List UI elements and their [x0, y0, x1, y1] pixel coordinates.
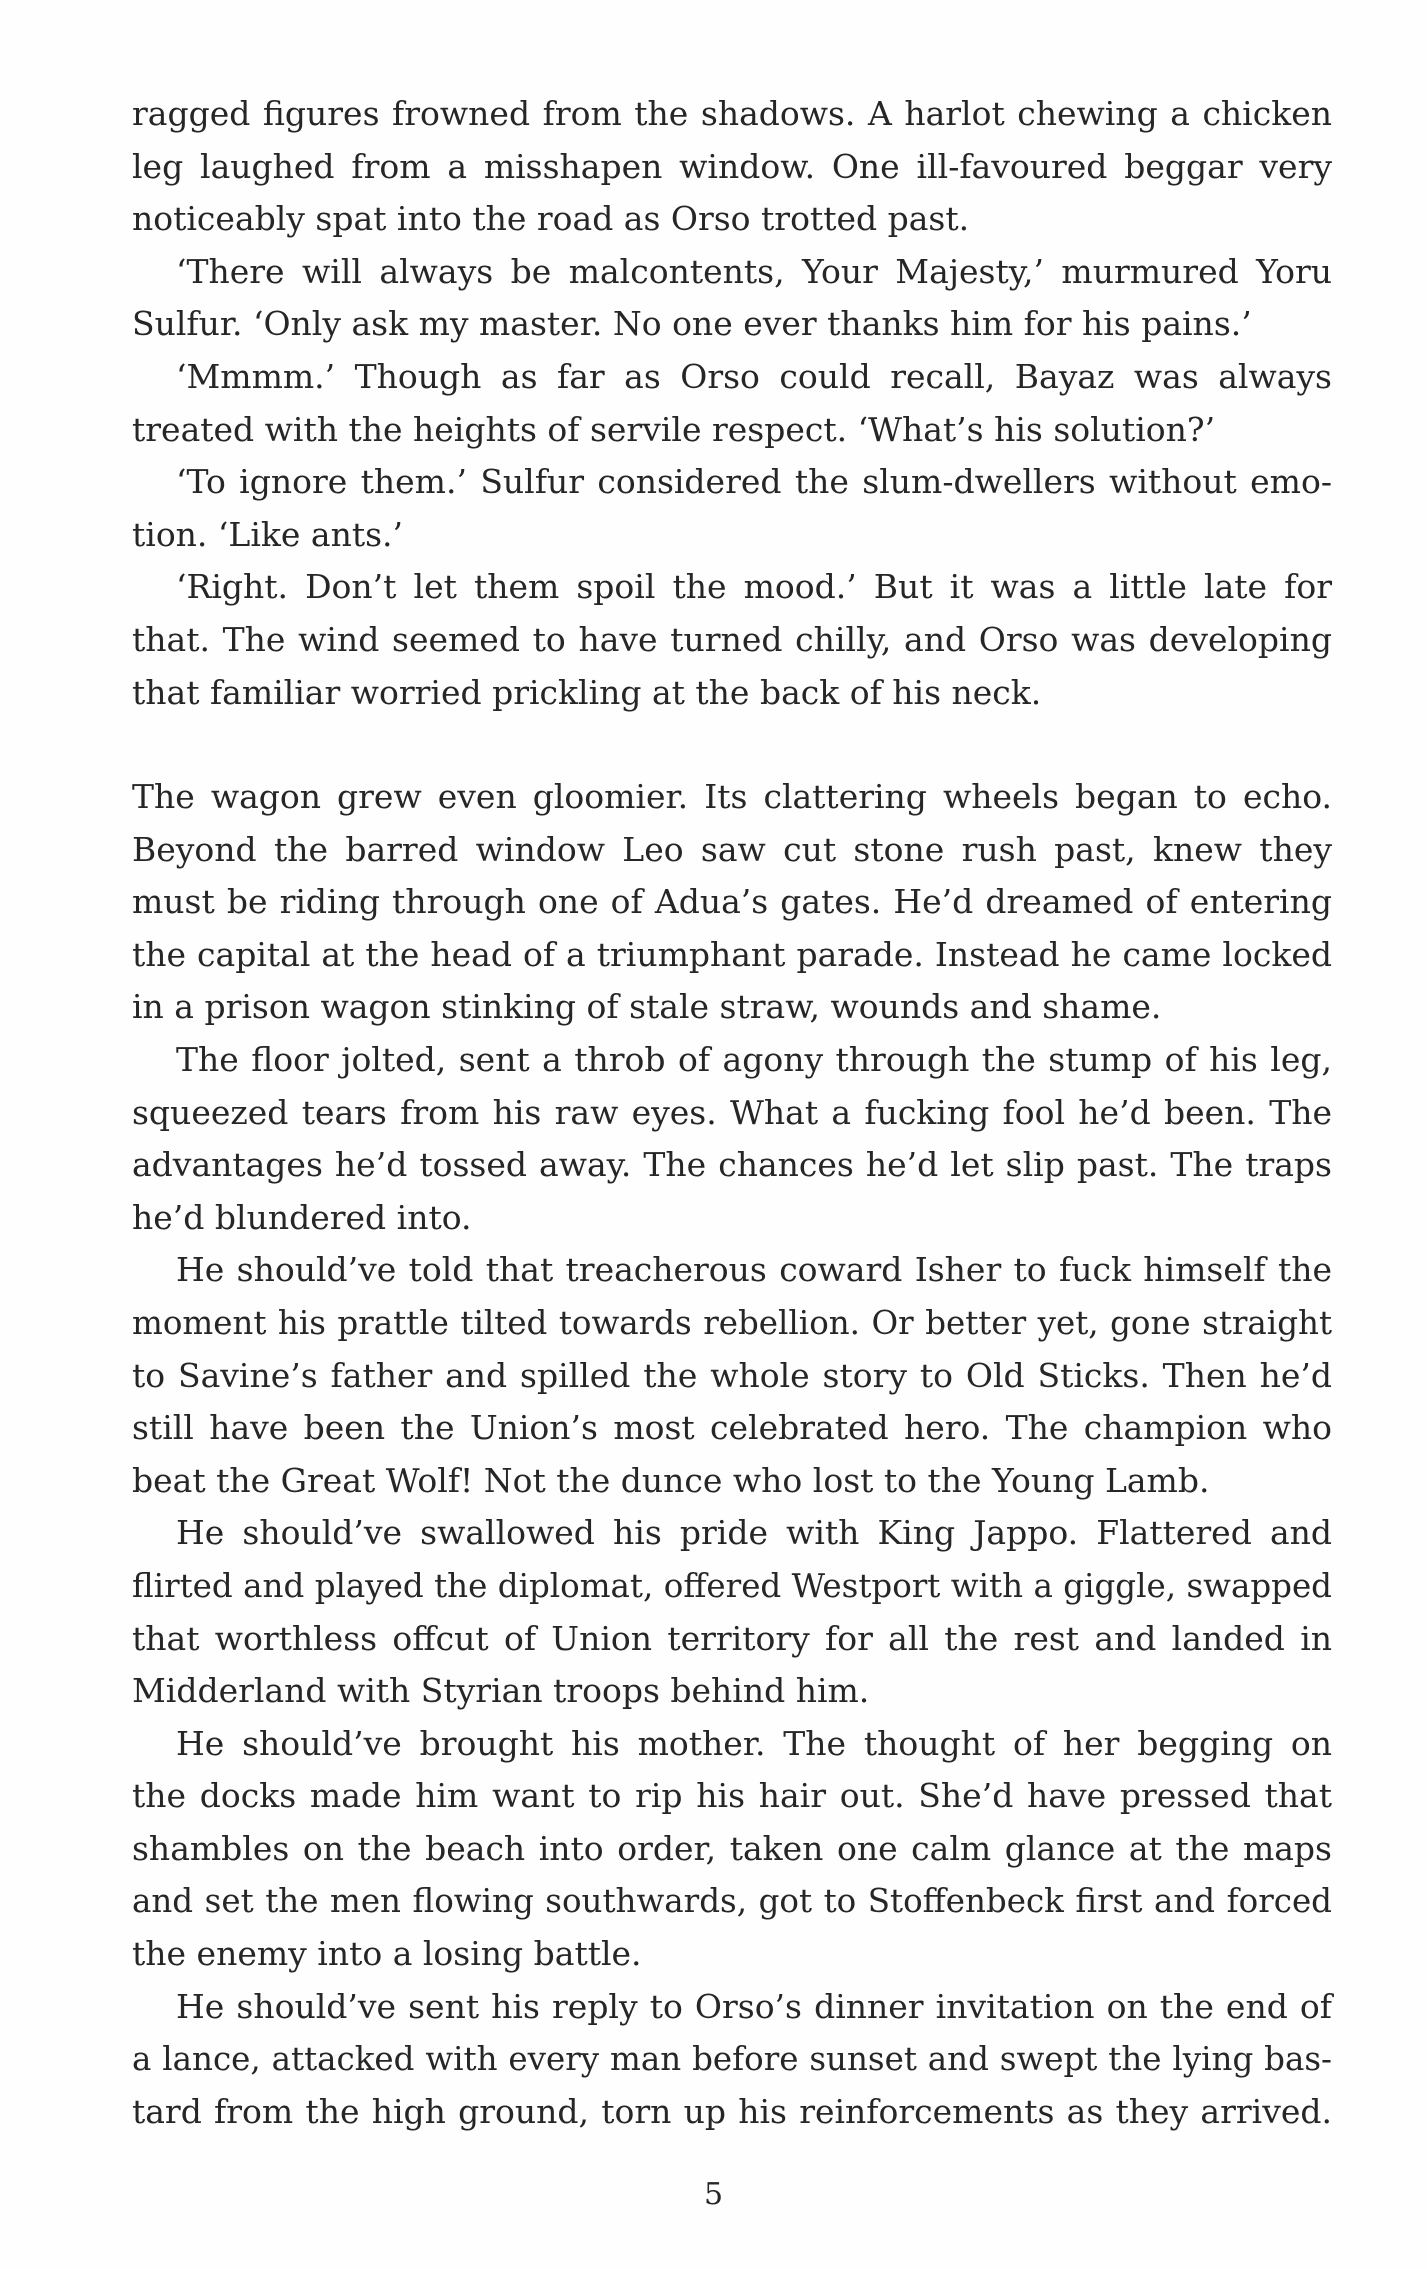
text-line: He should’ve swallowed his pride with King Jappo. Flattered and	[176, 1513, 1332, 1553]
text-line: Sulfur. ‘Only ask my master. No one ever thanks him for his pains.’	[132, 304, 1252, 344]
text-line: ‘Right. Don’t let them spoil the mood.’ But it was a little late for	[176, 567, 1332, 607]
text-line: He should’ve told that treacherous coward Isher to fuck himself the	[176, 1250, 1332, 1290]
text-line: and set the men flowing southwards, got to Stoffenbeck first and forced	[132, 1882, 1332, 1921]
text-line: Beyond the barred window Leo saw cut stone rush past, knew they	[132, 829, 1332, 869]
text-line: in a prison wagon stinking of stale straw, wounds and shame.	[132, 987, 1162, 1027]
page-number: 5	[703, 2177, 724, 2212]
text-line: ‘There will always be malcontents, Your Majesty,’ murmured Yoru	[176, 251, 1332, 291]
text-line: ragged figures frowned from the shadows. A harlot chewing a chicken	[132, 94, 1332, 133]
text-line: leg laughed from a misshapen window. One ill-favoured beggar very	[132, 146, 1332, 186]
text-line: ‘To ignore them.’ Sulfur considered the slum-dwellers without emo-	[176, 462, 1332, 502]
text-line: The floor jolted, sent a throb of agony through the stump of his leg,	[176, 1039, 1332, 1079]
text-line: Midderland with Styrian troops behind him.	[132, 1671, 870, 1711]
text-section-1	[132, 88, 1332, 719]
text-line: tard from the high ground, torn up his reinforcements as they arrived.	[132, 2091, 1332, 2131]
text-line: The wagon grew even gloomier. Its clattering wheels began to echo.	[132, 777, 1332, 816]
text-line: the capital at the head of a triumphant parade. Instead he came locked	[132, 934, 1332, 974]
text-line: still have been the Union’s most celebrated hero. The champion who	[132, 1408, 1332, 1448]
text-line: the docks made him want to rip his hair out. She’d have pressed that	[132, 1776, 1332, 1816]
text-line: shambles on the beach into order, taken one calm glance at the maps	[132, 1828, 1332, 1868]
text-line: moment his prattle tilted towards rebellion. Or better yet, gone straight	[132, 1303, 1332, 1342]
text-line: flirted and played the diplomat, offered Westport with a giggle, swapped	[132, 1566, 1332, 1605]
text-line: to Savine’s father and spilled the whole story to Old Sticks. Then he’d	[132, 1355, 1332, 1395]
text-section-2	[132, 771, 1332, 2138]
text-line: that worthless offcut of Union territory for all the rest and landed in	[132, 1618, 1332, 1658]
text-line: he’d blundered into.	[132, 1197, 472, 1237]
text-line: the enemy into a losing battle.	[132, 1934, 642, 1974]
text-line: ‘Mmmm.’ Though as far as Orso could recall, Bayaz was always	[176, 356, 1332, 396]
text-line: advantages he’d tossed away. The chances he’d let slip past. The traps	[132, 1145, 1332, 1185]
text-line: He should’ve brought his mother. The thought of her begging on	[176, 1723, 1332, 1763]
text-line: He should’ve sent his reply to Orso’s dinner invitation on the end of	[176, 1986, 1332, 2026]
text-line: tion. ‘Like ants.’	[132, 514, 403, 554]
text-line: noticeably spat into the road as Orso trotted past.	[132, 199, 970, 239]
text-line: a lance, attacked with every man before sunset and swept the lying bas-	[132, 2040, 1332, 2079]
text-line: that. The wind seemed to have turned chilly, and Orso was developing	[132, 619, 1332, 659]
text-line: squeezed tears from his raw eyes. What a fucking fool he’d been. The	[132, 1092, 1332, 1132]
text-line: treated with the heights of servile respect. ‘What’s his solution?’	[132, 409, 1216, 449]
text-line: that familiar worried prickling at the back of his neck.	[132, 672, 1042, 712]
text-line: must be riding through one of Adua’s gates. He’d dreamed of entering	[132, 882, 1332, 922]
text-line: beat the Great Wolf! Not the dunce who lost to the Young Lamb.	[132, 1460, 1210, 1500]
